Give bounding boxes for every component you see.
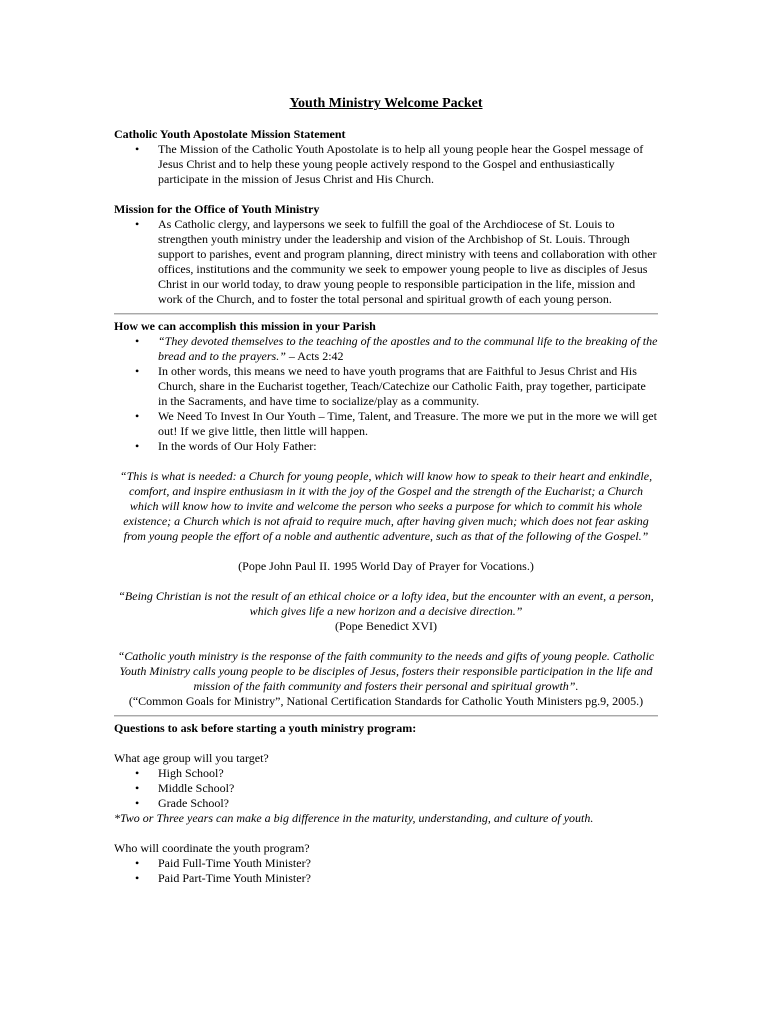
acts-quote: “They devoted themselves to the teaching of the apostles and to the communal life to the breaking of the bread and to the prayers.” [158, 334, 658, 363]
list-item: • As Catholic clergy, and laypersons we seek to fulfill the goal of the Archdiocese of St. Louis to strengthen youth ministry under the leadership and vision of the Archbishop of St. Louis. Through support to parishes, event and program planning, direct ministry with teens and collaboration with other offices, institutions and the community we seek to empower young people to live as disciples of Jesus Christ in our world today, to draw young people to responsible participation in the life, mission and work of the Church, and to foster the total personal and spiritual growth of each young person. [114, 217, 658, 307]
age-note: *Two or Three years can make a big difference in the maturity, understanding, and culture of youth. [114, 811, 594, 825]
common-goals-quote: “Catholic youth ministry is the response of the faith community to the needs and gifts of young people. Catholic Youth Ministry calls young people to be disciples of Jesus, fosters their responsible participation in the life and mission of the faith community and fosters their personal and spiritual growth”. [117, 649, 655, 693]
list-item: • In the words of Our Holy Father: [114, 439, 658, 454]
list-item [114, 334, 658, 364]
page-title: Youth Ministry Welcome Packet [289, 96, 483, 111]
accomplish-heading: How we can accomplish this mission in your Parish [114, 319, 376, 333]
list-item: • Paid Part-Time Youth Minister? [114, 871, 658, 886]
document-content [114, 95, 658, 886]
list-item: • We Need To Invest In Our Youth – Time, Talent, and Treasure. The more we put in the more we will get out! If we give little, then little will happen. [114, 409, 658, 439]
mission-statement-heading: Catholic Youth Apostolate Mission Statement [114, 127, 346, 141]
list-item: • High School? [114, 766, 658, 781]
benedict-quote: “Being Christian is not the result of an ethical choice or a lofty idea, but the encounter with an event, a person, which gives life a new horizon and a decisive direction.” [118, 589, 654, 618]
benedict-source: (Pope Benedict XVI) [335, 619, 437, 633]
office-mission-list [114, 217, 658, 307]
list-item: • Paid Full-Time Youth Minister? [114, 856, 658, 871]
acts-reference: – Acts 2:42 [285, 349, 344, 363]
coordinator-options-list [114, 856, 658, 886]
office-mission-heading: Mission for the Office of Youth Ministry [114, 202, 320, 216]
coordinator-question: Who will coordinate the youth program? [114, 841, 310, 855]
section-divider [114, 313, 658, 315]
list-item: • Middle School? [114, 781, 658, 796]
john-paul-source: (Pope John Paul II. 1995 World Day of Prayer for Vocations.) [238, 559, 534, 573]
accomplish-list [114, 334, 658, 454]
section-divider [114, 715, 658, 717]
mission-statement-list [114, 142, 658, 187]
list-item: • The Mission of the Catholic Youth Apostolate is to help all young people hear the Gospel message of Jesus Christ and to help these young people actively respond to the Gospel and enthusiastically participate in the mission of Jesus Christ and His Church. [114, 142, 658, 187]
john-paul-quote: “This is what is needed: a Church for young people, which will know how to speak to their heart and enkindle, comfort, and inspire enthusiasm in it with the joy of the Gospel and the strength of the Eucharist; a Church which will know how to invite and welcome the person who seeks a purpose for which to commit his whole existence; a Church which is not afraid to require much, after having given much; which does not fear asking from young people the effort of a noble and authentic adventure, such as that of the following of the Gospel.” [119, 469, 653, 543]
questions-heading: Questions to ask before starting a youth ministry program: [114, 721, 417, 735]
list-item: • In other words, this means we need to have youth programs that are Faithful to Jesus Christ and His Church, share in the Eucharist together, Teach/Catechize our Catholic Faith, pray together, participate in the Sacraments, and have time to socialize/play as a community. [114, 364, 658, 409]
age-options-list [114, 766, 658, 811]
common-goals-source: (“Common Goals for Ministry”, National Certification Standards for Catholic Youth Ministers pg.9, 2005.) [128, 694, 644, 708]
list-item: • Grade School? [114, 796, 658, 811]
age-question: What age group will you target? [114, 751, 269, 765]
